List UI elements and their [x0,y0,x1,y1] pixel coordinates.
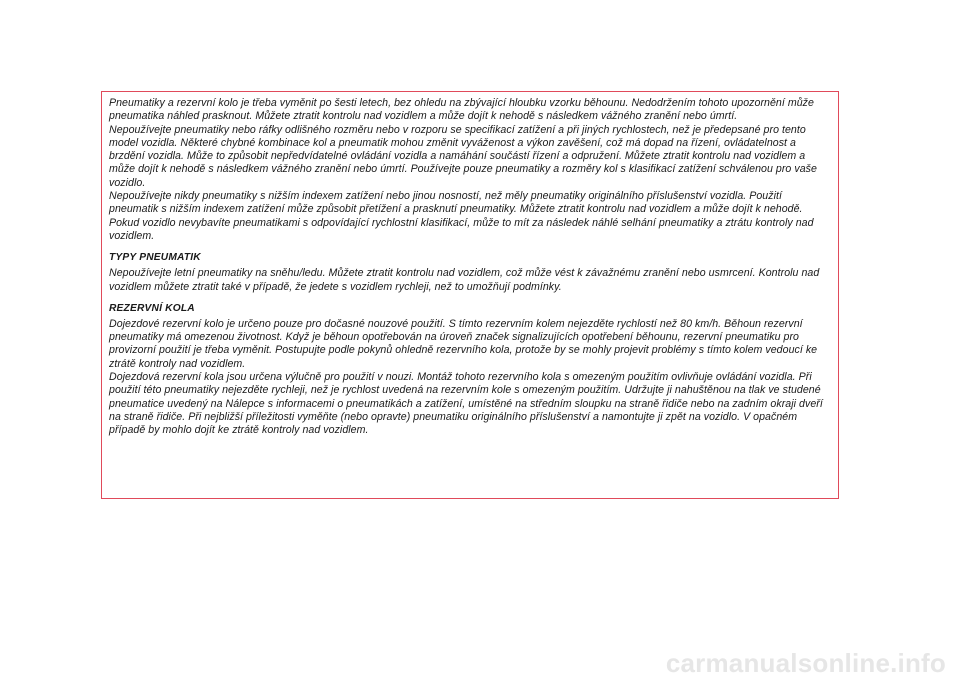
tyre-types-heading: TYPY PNEUMATIK [109,252,201,264]
spare-wheel-paragraph-emergency: Dojezdová rezervní kola jsou určena výlučně pro použití v nouzi. Montáž tohoto rezervního kola s omezeným použitím ovlivňuje ovládání vozidla. Při použití této pneumatiky nejezděte rychleji, než je rychlost uvedená na rezervním kole s omezeným použitím. Udržujte ji nahuštěnou na tlak ve studené pneumatice uvedený na Nálepce s informacemi o pneumatikách a zatížení, umístěné na středním sloupku na straně řidiče nebo na zadním okraji dveří na straně řidiče. Při nejbližší příležitosti vyměňte (nebo opravte) pneumatiku originálního příslušenství a namontujte ji zpět na vozidlo. V opačném případě by mohlo dojít ke ztrátě kontroly nad vozidlem. [109,371,823,437]
spare-wheel-paragraph-temporary: Dojezdové rezervní kolo je určeno pouze pro dočasné nouzové použití. S tímto rezervním kolem nejezděte rychlostí než 80 km/h. Běhoun rezervní pneumatiky má omezenou životnost. Když je běhoun opotřebován na úroveň značek signalizujících opotřebení běhounu, rezervní pneumatiku pro provizorní použití je třeba vyměnit. Postupujte podle pokynů ohledně rezervního kola, protože by se mohly projevit problémy s tímto kolem vedoucí ke ztrátě kontroly nad vozidlem. [109,317,818,370]
warning-paragraph-tyre-size: Nepoužívejte pneumatiky nebo ráfky odlišného rozměru nebo v rozporu se specifikací zatížení a při jiných rychlostech, než je předepsané pro tento model vozidla. Některé chybné kombinace kol a pneumatik mohou změnit vyváženost a výkon zavěšení, což má dopad na řízení, ovládatelnost a brzdění vozidla. Může to způsobit nepředvídatelné ovládání vozidla a namáhání součástí řízení a odpružení. Můžete ztratit kontrolu nad vozidlem a může dojít k nehodě s následkem vážného zranění nebo úmrtí. Používejte pouze pneumatiky a rozměry kol s klasifikací zatížení schválenou pro vaše vozidlo. [109,123,817,189]
spare-wheel-heading: REZERVNÍ KOLA [109,302,195,314]
warning-paragraph-speed-rating: Pokud vozidlo nevybavíte pneumatikami s odpovídající rychlostní klasifikací, může to mít za následek náhlé selhání pneumatiky a ztrátu kontroly nad vozidlem. [109,216,814,242]
tyre-types-paragraph: Nepoužívejte letní pneumatiky na sněhu/ledu. Můžete ztratit kontrolu nad vozidlem, což může vést k závažnému zranění nebo usmrcení. Kontrolu nad vozidlem můžete ztratit také v případě, že jedete s vozidlem rychleji, než to umožňují podmínky. [109,267,820,293]
warning-paragraph-tyre-age: Pneumatiky a rezervní kolo je třeba vyměnit po šesti letech, bez ohledu na zbývající hloubku vzorku běhounu. Nedodržením tohoto upozornění může pneumatika náhled prasknout. Můžete ztratit kontrolu nad vozidlem a může dojít k nehodě s následkem vážného zranění nebo úmrtí. [109,97,814,123]
watermark-logo: carmanualsonline.info [665,648,946,678]
warning-paragraph-load-index: Nepoužívejte nikdy pneumatiky s nižším indexem zatížení nebo jinou nosností, než měly pneumatiky originálního příslušenství vozidla. Použití pneumatik s nižším indexem zatížení může způsobit přetížení a prasknutí pneumatiky. Můžete ztratit kontrolu nad vozidlem a může dojít k nehodě. [109,190,803,216]
warning-box [101,91,839,499]
